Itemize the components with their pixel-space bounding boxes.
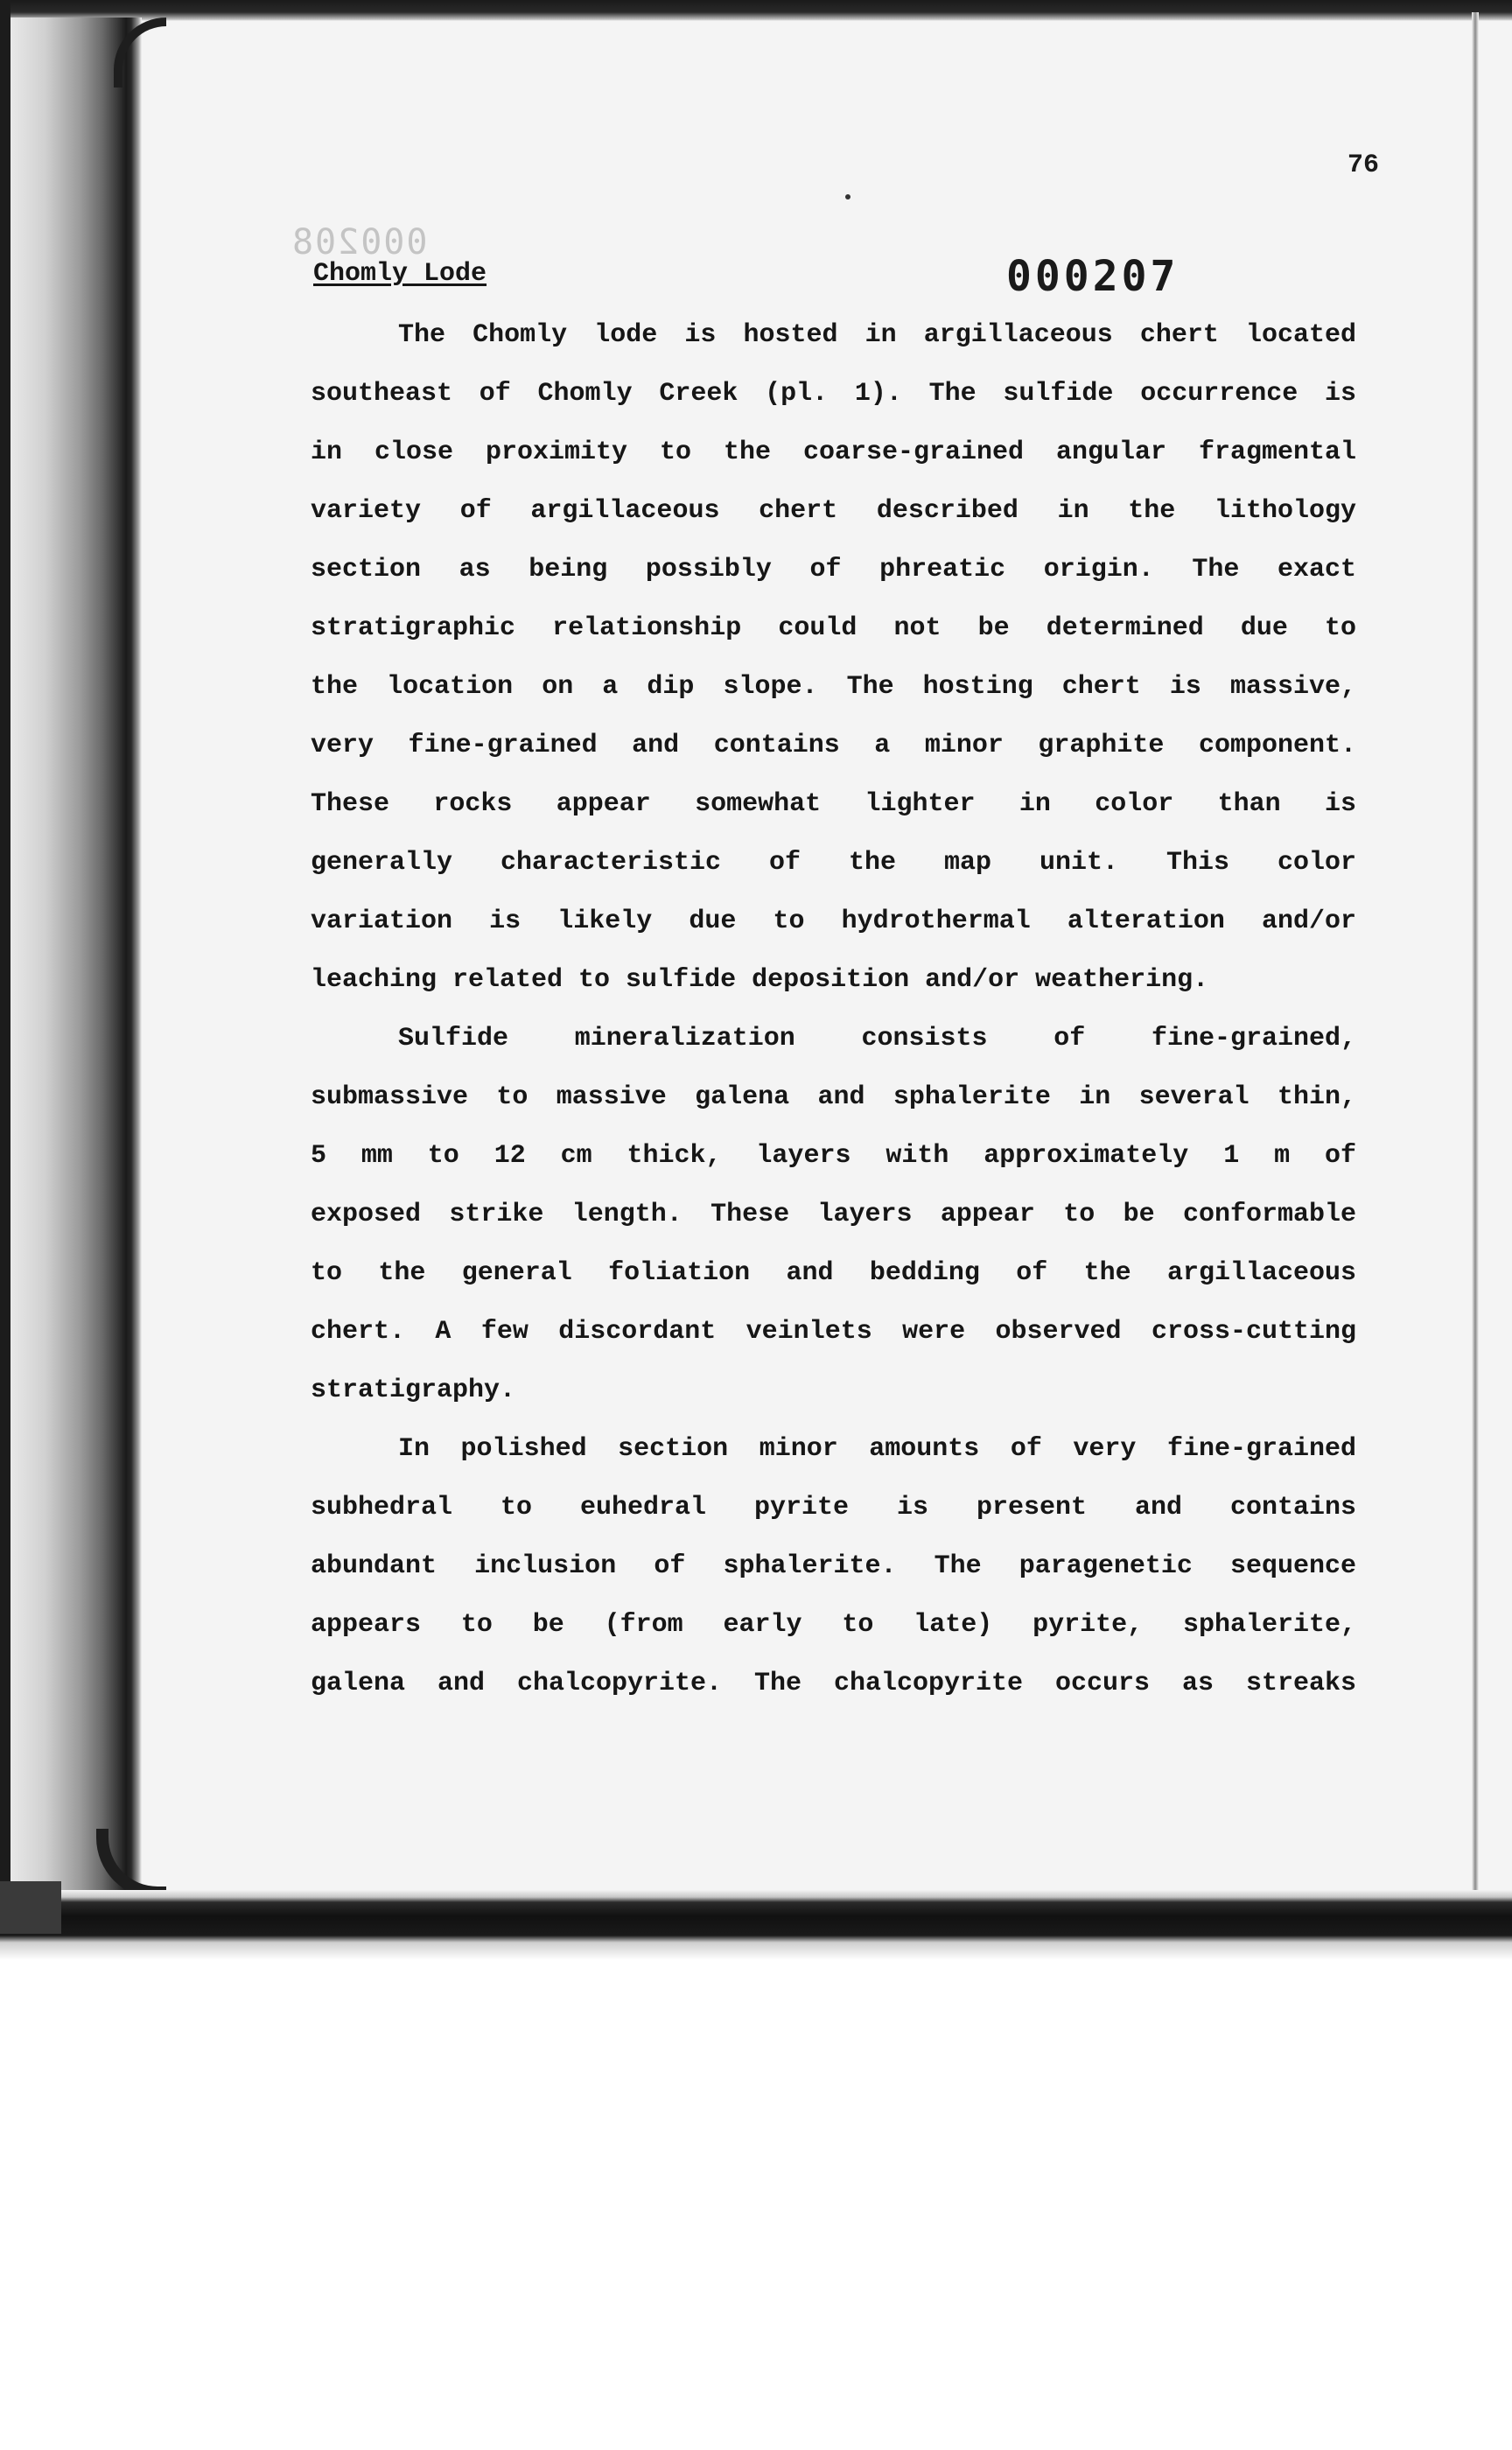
stray-mark [845,194,850,200]
text-line: variation is likely due to hydrothermal alteration and/or [311,906,1356,936]
bottom-scan-border [0,1890,1512,1960]
section-heading: Chomly Lode [313,259,487,289]
text-line: 5 mm to 12 cm thick, layers with approximately 1 m of [311,1141,1356,1171]
text-line: to the general foliation and bedding of the argillaceous [311,1258,1356,1288]
text-line: the location on a dip slope. The hosting chert is massive, [311,672,1356,702]
text-line: The Chomly lode is hosted in argillaceous chert located [398,320,1356,350]
right-page-edge [1472,12,1479,1937]
text-line: leaching related to sulfide deposition and/or weathering. [311,965,1209,995]
text-line: galena and chalcopyrite. The chalcopyrite occurs as streaks [311,1669,1356,1698]
corner-scan-noise [0,1881,61,1934]
page-number: 76 [1348,150,1380,180]
text-line: chert. A few discordant veinlets were observed cross-cutting [311,1317,1356,1347]
text-line: subhedral to euhedral pyrite is present and contains [311,1493,1356,1522]
text-line: In polished section minor amounts of very fine-grained [398,1434,1356,1464]
text-line: exposed strike length. These layers appear to be conformable [311,1200,1356,1229]
text-line: generally characteristic of the map unit. This color [311,848,1356,878]
text-line: variety of argillaceous chert described in the lithology [311,496,1356,526]
top-scan-border [0,0,1512,21]
text-line: stratigraphic relationship could not be determined due to [311,613,1356,643]
text-line: These rocks appear somewhat lighter in color than is [311,789,1356,819]
text-line: in close proximity to the coarse-grained angular fragmental [311,438,1356,467]
text-line: southeast of Chomly Creek (pl. 1). The sulfide occurrence is [311,379,1356,409]
text-line: very fine-grained and contains a minor graphite component. [311,731,1356,760]
text-line: stratigraphy. [311,1376,516,1405]
text-line: appears to be (from early to late) pyrite, sphalerite, [311,1610,1356,1640]
text-line: section as being possibly of phreatic origin. The exact [311,555,1356,584]
text-line: submassive to massive galena and sphalerite in several thin, [311,1082,1356,1112]
text-line: Sulfide mineralization consists of fine-grained, [398,1024,1356,1054]
left-scan-border [0,0,10,1960]
stamp-bleed-through: 000208 [290,222,428,262]
book-spine-shadow [10,18,142,1899]
document-stamp-number: 000207 [1006,252,1180,301]
text-line: abundant inclusion of sphalerite. The paragenetic sequence [311,1551,1356,1581]
